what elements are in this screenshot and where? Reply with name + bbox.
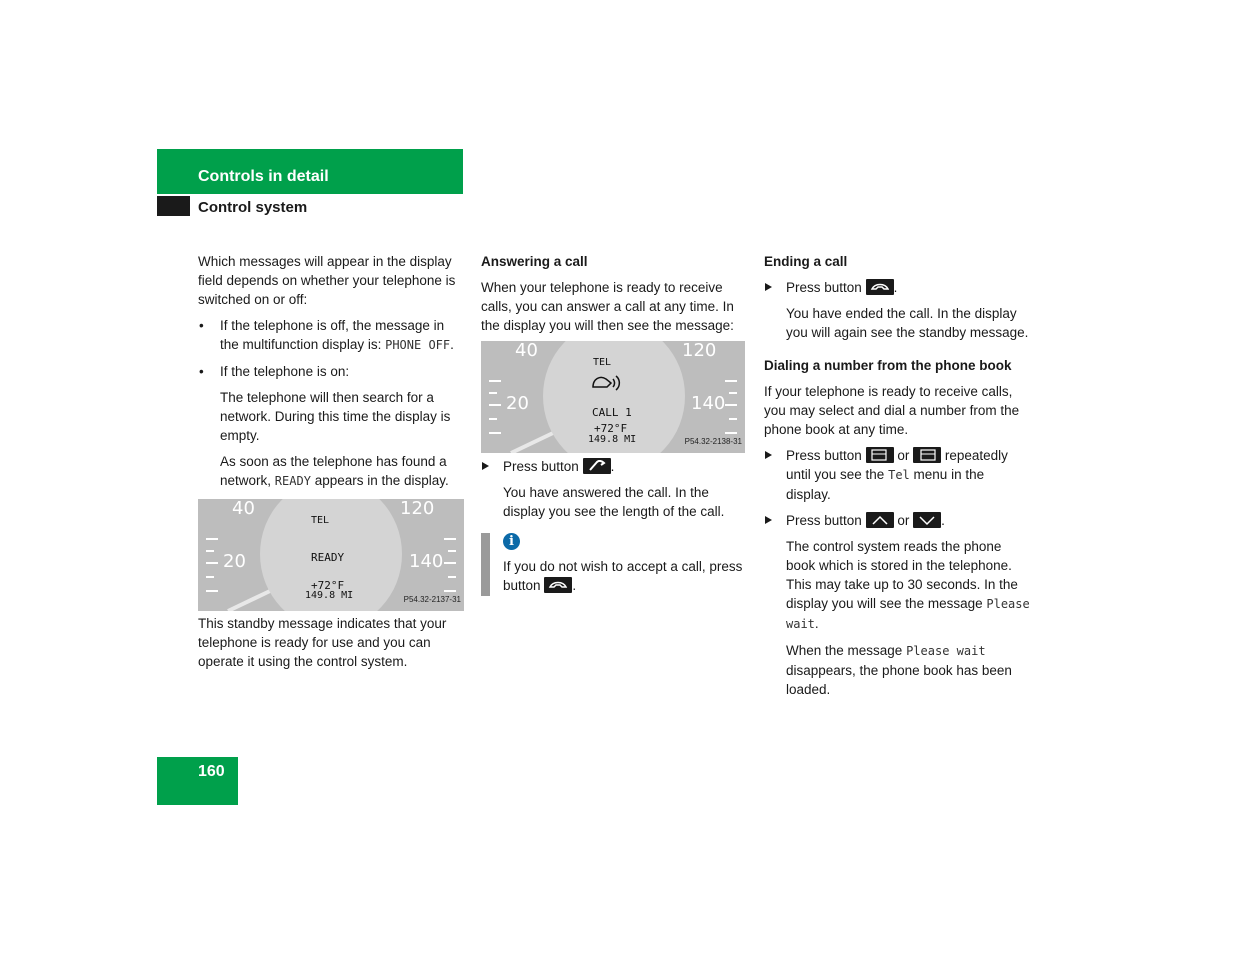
note-text: If you do not wish to accept a call, press button [503,559,743,593]
phone-hangup-icon [870,281,890,293]
phone-hangup-icon [548,579,568,591]
lcd-status: CALL 1 [592,406,632,419]
ended-text: You have ended the call. In the display you will again see the standby message. [786,306,1029,340]
bullet-phone-on: • If the telephone is on: [198,362,466,381]
arrow-down-icon [917,514,937,526]
subsection-marker [157,196,190,216]
please-wait-code: Please wait [786,597,1030,631]
heading-ending: Ending a call [764,254,848,269]
column-2 [481,252,747,595]
searching-text: The telephone will then search for a network. During this time the display is empty. [220,390,451,443]
ready-code: READY [274,474,311,488]
column-3 [764,252,1032,706]
step-select-menu: Press button or repeatedly until you see the Tel menu in the display. [764,446,1032,504]
end-call-button[interactable] [866,279,894,295]
intro-text: Which messages will appear in the display field depends on whether your telephone is switched on or off: [198,254,456,307]
lcd-status: READY [311,551,345,564]
section-title: Controls in detail [198,168,329,185]
answering-intro: When your telephone is ready to receive calls, you can answer a call at any time. In the display you will then see the message: [481,280,734,333]
lcd-odometer: 149.8 MI [305,590,354,601]
scroll-up-button[interactable] [866,512,894,528]
instrument-display-call: 40 20 120 140 TEL CALL 1 +72°F 149.8 MI P54.32-2138-31 [481,341,745,453]
answered-text: You have answered the call. In the display you see the length of the call. [503,485,725,519]
please-wait-code: Please wait [906,644,986,658]
phone-off-code: PHONE OFF [385,338,451,352]
column-1 [198,252,466,678]
lcd-tel: TEL [593,357,612,368]
loaded-text: When the message Please wait disappears, the phone book has been loaded. [786,643,1012,697]
menu-prev-button[interactable] [913,447,941,463]
info-note: i If you do not wish to accept a call, press button . [481,533,747,595]
note-bar [481,533,490,596]
step-end-call: Press button . [764,278,1032,297]
menu-next-button[interactable] [866,447,894,463]
heading-phonebook: Dialing a number from the phone book [764,358,1012,373]
phonebook-intro: If your telephone is ready to receive calls, you may select and dial a number from the phone book at any time. [764,384,1020,437]
heading-answering: Answering a call [481,254,588,269]
step-answer: Press button . [481,457,747,476]
info-icon: i [503,533,520,550]
ringing-phone-icon [591,373,621,393]
bullet-phone-off: • If the telephone is off, the message in the multifunction display is: PHONE OFF. [198,316,466,355]
lcd-temp: +72°F [594,422,628,435]
reject-call-button[interactable] [544,577,572,593]
lcd-odometer: 149.8 MI [588,434,637,445]
figure-code: P54.32-2137-31 [403,595,461,604]
menu-forward-icon [870,449,890,461]
instrument-display-ready: 40 20 120 140 TEL READY +72°F 149.8 MI P54.32-2137-31 [198,499,464,611]
arrow-up-icon [870,514,890,526]
lcd-tel: TEL [311,515,330,526]
subsection-title: Control system [198,199,308,216]
phone-pickup-icon [587,460,607,472]
found-text: As soon as the telephone has found a network, READY appears in the display. [220,454,449,488]
reads-text: The control system reads the phone book which is stored in the telephone. This may take up to 30 seconds. In the display you will see the message Please wait. [786,539,1030,631]
standby-text: This standby message indicates that your telephone is ready for use and you can operate it using the control system. [198,616,447,669]
step-scroll: Press button or . [764,511,1032,530]
tel-code: Tel [888,468,910,482]
lcd-temp: +72°F [311,579,345,592]
figure-code: P54.32-2138-31 [684,437,742,446]
answer-call-button[interactable] [583,458,611,474]
scroll-down-button[interactable] [913,512,941,528]
menu-back-icon [917,449,937,461]
page-number: 160 [198,763,225,780]
